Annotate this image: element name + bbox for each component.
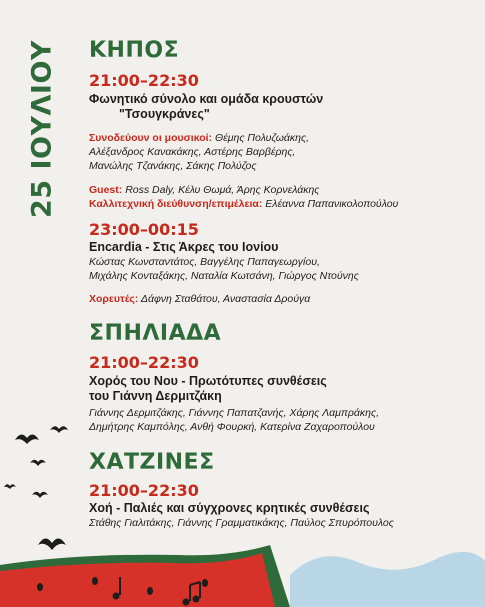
event-title bbox=[89, 92, 323, 122]
performers-line: Γιάννης Δερμιτζάκης, Γιάννης Παπατζανής, Χάρης Λαμπράκης, bbox=[89, 407, 379, 419]
direction-value: Ελέαννα Παπανικολοπούλου bbox=[265, 198, 399, 210]
seed-icon bbox=[37, 583, 43, 591]
event-time: 23:00–00:15 bbox=[89, 220, 199, 239]
performers-line: Κώστας Κωνσταντάτος, Βαγγέλης Παπαγεωργίου, bbox=[89, 256, 320, 268]
sea-wave-shape bbox=[290, 552, 485, 607]
event-title-line: Χορός του Νου - Πρωτότυπες συνθέσεις bbox=[89, 374, 327, 388]
bird-icon bbox=[30, 460, 46, 466]
guest-value: Ross Daly, Κέλυ Θωμά, Άρης Κορνελάκης bbox=[125, 184, 320, 196]
event-accompanists bbox=[89, 131, 309, 173]
event-time: 21:00–22:30 bbox=[89, 71, 199, 90]
date-vertical bbox=[24, 40, 60, 218]
event-time: 21:00–22:30 bbox=[89, 353, 199, 372]
venue-title-spiliada: ΣΠΗΛΙΑΔΑ bbox=[89, 321, 222, 346]
seed-icon bbox=[147, 587, 153, 595]
accompanists-label: Συνοδεύουν οι μουσικοί: bbox=[89, 132, 213, 144]
performers-line: Μιχάλης Κονταξάκης, Ναταλία Κωτσάνη, Γιώργος Ντούνης bbox=[89, 270, 359, 282]
event-performers bbox=[89, 406, 379, 434]
venue-title-chatzines: ΧΑΤΖΙΝΕΣ bbox=[89, 450, 215, 475]
event-guest bbox=[89, 183, 319, 197]
venue-title-kipos: ΚΗΠΟΣ bbox=[89, 38, 180, 63]
accompanists-line: Αλέξανδρος Κανακάκης, Αστέρης Βαρβέρης, bbox=[89, 146, 296, 158]
event-title-line: "Τσουγκράνες" bbox=[119, 107, 210, 121]
event-time: 21:00–22:30 bbox=[89, 481, 199, 500]
event-performers bbox=[89, 255, 359, 283]
bird-icon bbox=[4, 484, 16, 489]
accompanists-line: Μανώλης Τζανάκης, Σάκης Πολύζος bbox=[89, 160, 257, 172]
bird-icon bbox=[32, 492, 48, 498]
music-note-head bbox=[113, 593, 120, 600]
date-text: 25 ΙΟΥΛΙΟΥ bbox=[26, 40, 58, 218]
event-title: Encardia - Στις Άκρες του Ιονίου bbox=[89, 240, 279, 254]
direction-label: Καλλιτεχνική διεύθυνση/επιμέλεια: bbox=[89, 198, 263, 210]
event-title-line: του Γιάννη Δερμιτζάκη bbox=[89, 389, 222, 403]
event-direction bbox=[89, 197, 398, 211]
event-performers: Στάθης Γιαλιτάκης, Γιάννης Γραμματικάκης, Παύλος Σπυρόπουλος bbox=[89, 517, 394, 529]
guest-label: Guest: bbox=[89, 184, 123, 196]
seed-icon bbox=[202, 579, 208, 587]
accompanists-line: Θέμης Πολυζωάκης, bbox=[214, 132, 310, 144]
seed-icon bbox=[92, 577, 98, 585]
music-note-head bbox=[183, 599, 190, 606]
event-title-line: Φωνητικό σύνολο και ομάδα κρουστών bbox=[89, 92, 324, 106]
performers-line: Δημήτρης Καμπόλης, Ανθή Φουρκή, Κατερίνα Ζαχαροπούλου bbox=[89, 421, 375, 433]
bottom-collage-decoration bbox=[0, 535, 485, 607]
birds-decoration bbox=[0, 415, 85, 555]
dancers-label: Χορευτές: bbox=[89, 293, 139, 305]
event-title bbox=[89, 374, 327, 404]
dancers-value: Δάφνη Σταθάτου, Αναστασία Δρούγα bbox=[140, 293, 311, 305]
music-note-head bbox=[193, 596, 200, 603]
bird-icon bbox=[50, 426, 68, 433]
bird-icon bbox=[15, 434, 39, 444]
event-title: Χοή - Παλιές και σύγχρονες κρητικές συνθέσεις bbox=[89, 501, 370, 515]
event-dancers bbox=[89, 292, 310, 306]
